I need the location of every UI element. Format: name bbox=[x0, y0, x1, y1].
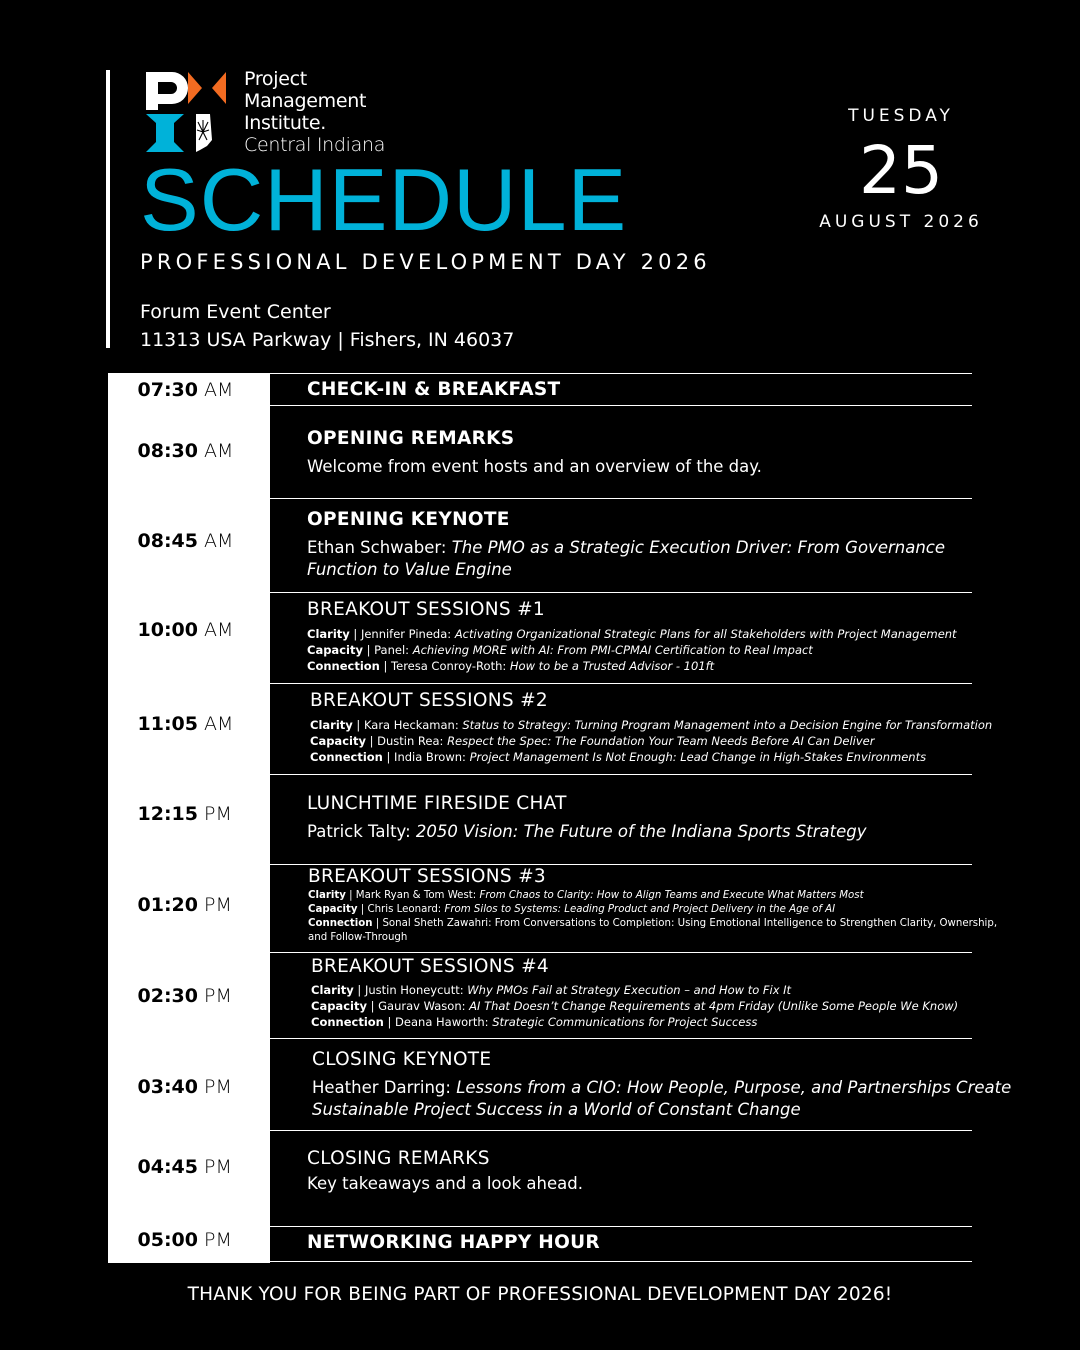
session-description bbox=[312, 1099, 972, 1121]
session-body bbox=[312, 1049, 1012, 1121]
time-value: 02:30 bbox=[137, 985, 198, 1007]
time-ampm: PM bbox=[204, 985, 232, 1007]
speaker-name: Chris Leonard: bbox=[367, 904, 442, 915]
breakout-list bbox=[311, 982, 972, 1030]
session-body bbox=[307, 793, 972, 843]
track-name: Clarity bbox=[307, 627, 350, 641]
talk-title: Strategic Communications for Project Success bbox=[492, 1015, 758, 1029]
talk-title: How to be a Trusted Advisor - 101ft bbox=[509, 659, 715, 673]
speaker-name: Sonal Sheth Zawahri: From Conversations to Completion: Using Emotional Intelligence to Strengthen Clarity, Ownership, bbox=[382, 918, 998, 929]
time-value: 10:00 bbox=[137, 619, 198, 641]
date-month-year: AUGUST 2026 bbox=[819, 212, 983, 232]
schedule-row bbox=[108, 683, 993, 774]
speaker-name: Teresa Conroy-Roth: bbox=[391, 659, 507, 673]
session-title: OPENING REMARKS bbox=[307, 428, 515, 449]
schedule-row bbox=[108, 405, 972, 498]
talk-title-rest: : The Future of the Indiana Sports Strategy bbox=[512, 822, 867, 841]
session-time bbox=[108, 985, 270, 1007]
logo-line: Management bbox=[244, 90, 367, 112]
venue-block bbox=[140, 298, 514, 354]
schedule-table bbox=[108, 373, 1012, 1263]
session-time bbox=[108, 440, 270, 462]
session-description bbox=[307, 559, 972, 581]
session-time bbox=[108, 379, 270, 401]
schedule-row bbox=[108, 592, 972, 683]
session-body bbox=[307, 599, 972, 674]
time-ampm: AM bbox=[204, 379, 234, 401]
time-value: 08:45 bbox=[137, 530, 198, 552]
speaker-name: Deana Haworth: bbox=[395, 1015, 489, 1029]
track-name: Clarity bbox=[308, 890, 346, 901]
date-weekday: TUESDAY bbox=[848, 106, 954, 126]
logo-line: Project bbox=[244, 68, 307, 90]
session-body bbox=[307, 509, 972, 581]
row-divider bbox=[270, 373, 972, 374]
pmi-logo-icon bbox=[144, 70, 228, 154]
time-value: 05:00 bbox=[137, 1229, 198, 1251]
session-time bbox=[108, 713, 270, 735]
time-value: 03:40 bbox=[137, 1076, 198, 1098]
talk-title: From Silos to Systems: Leading Product and Project Delivery in the Age of AI bbox=[444, 904, 836, 915]
breakout-item: Clarity | Justin Honeycutt: Why PMOs Fail at Strategy Execution – and How to Fix It bbox=[311, 983, 792, 997]
venue-address: 11313 USA Parkway | Fishers, IN 46037 bbox=[140, 329, 515, 351]
time-value: 01:20 bbox=[137, 894, 198, 916]
breakout-list bbox=[308, 889, 998, 945]
schedule-row bbox=[108, 774, 972, 864]
talk-title: Project Management Is Not Enough: Lead Change in High-Stakes Environments bbox=[469, 750, 927, 764]
track-name: Capacity bbox=[311, 999, 367, 1013]
talk-title: 2050 Vision bbox=[415, 822, 513, 841]
session-title: BREAKOUT SESSIONS #3 bbox=[308, 866, 546, 887]
session-time bbox=[108, 530, 270, 552]
session-body bbox=[307, 379, 972, 400]
talk-title: From Chaos to Clarity: How to Align Teams and Execute What Matters Most bbox=[479, 890, 864, 901]
footer-message: THANK YOU FOR BEING PART OF PROFESSIONAL DEVELOPMENT DAY 2026! bbox=[187, 1284, 893, 1305]
row-divider bbox=[270, 1261, 972, 1262]
breakout-item: Connection | Deana Haworth: Strategic Communications for Project Success bbox=[311, 1015, 758, 1029]
speaker-name: Ethan Schwaber: bbox=[307, 538, 447, 557]
talk-title: Achieving MORE with AI: From PMI-CPMAI Certification to Real Impact bbox=[412, 643, 813, 657]
session-body bbox=[307, 1232, 972, 1253]
schedule-row bbox=[108, 373, 972, 405]
session-title: CHECK-IN & BREAKFAST bbox=[307, 379, 561, 400]
session-description: Key takeaways and a look ahead. bbox=[307, 1174, 583, 1193]
speaker-name: Patrick Talty: bbox=[307, 822, 411, 841]
breakout-item: Connection | Sonal Sheth Zawahri: From Conversations to Completion: Using Emotional Intelligence to Strengthen Clarity, Ownership, bbox=[308, 918, 998, 929]
breakout-list bbox=[310, 717, 993, 765]
time-value: 12:15 bbox=[137, 803, 198, 825]
event-subtitle: PROFESSIONAL DEVELOPMENT DAY 2026 bbox=[140, 250, 711, 274]
logo-wordmark bbox=[244, 68, 385, 156]
talk-title: The PMO as a Strategic Execution Driver: From Governance bbox=[451, 538, 946, 557]
talk-title: Why PMOs Fail at Strategy Execution – and How to Fix It bbox=[467, 983, 792, 997]
track-name: Connection bbox=[310, 750, 383, 764]
time-value: 04:45 bbox=[137, 1156, 198, 1178]
speaker-name: Heather Darring: bbox=[312, 1078, 451, 1097]
schedule-row bbox=[108, 1226, 972, 1262]
speaker-name: Panel: bbox=[374, 643, 410, 657]
track-name: Connection bbox=[307, 659, 380, 673]
breakout-item: Connection | India Brown: Project Management Is Not Enough: Lead Change in High-Stakes Environments bbox=[310, 750, 927, 764]
time-ampm: PM bbox=[204, 894, 232, 916]
track-name: Clarity bbox=[311, 983, 354, 997]
track-name: Capacity bbox=[307, 643, 363, 657]
time-ampm: PM bbox=[204, 803, 232, 825]
logo-chapter: Central Indiana bbox=[244, 134, 386, 156]
time-ampm: AM bbox=[204, 440, 234, 462]
speaker-name: Kara Heckaman: bbox=[363, 718, 459, 732]
breakout-item: Capacity | Dustin Rea: Respect the Spec: The Foundation Your Team Needs Before AI Can Deliver bbox=[310, 734, 875, 748]
event-date bbox=[816, 106, 986, 232]
session-time bbox=[108, 803, 270, 825]
breakout-item: Capacity | Panel: Achieving MORE with AI: From PMI-CPMAI Certification to Real Impact bbox=[307, 643, 813, 657]
session-body bbox=[311, 956, 972, 1030]
session-body bbox=[307, 428, 972, 478]
speaker-name: Justin Honeycutt: bbox=[364, 983, 464, 997]
session-title: LUNCHTIME FIRESIDE CHAT bbox=[307, 793, 567, 814]
time-value: 08:30 bbox=[137, 440, 198, 462]
session-description bbox=[312, 1077, 1012, 1099]
talk-title: Function to Value Engine bbox=[307, 560, 512, 579]
time-value: 11:05 bbox=[137, 713, 198, 735]
breakout-item: Capacity | Gaurav Wason: AI That Doesn’t Change Requirements at 4pm Friday (Unlike Some People We Know) bbox=[311, 999, 959, 1013]
page-title: SCHEDULE bbox=[140, 150, 628, 249]
breakout-item: Clarity | Kara Heckaman: Status to Strategy: Turning Program Management into a Decision Engine for Transformation bbox=[310, 718, 993, 732]
schedule-row bbox=[108, 1130, 972, 1226]
schedule-row bbox=[108, 1038, 1012, 1130]
talk-title: Status to Strategy: Turning Program Management into a Decision Engine for Transformation bbox=[462, 718, 993, 732]
speaker-name: Jennifer Pineda: bbox=[360, 627, 452, 641]
track-name: Capacity bbox=[308, 904, 358, 915]
speaker-name: Gaurav Wason: bbox=[378, 999, 466, 1013]
session-time bbox=[108, 619, 270, 641]
talk-title: Respect the Spec: The Foundation Your Team Needs Before AI Can Deliver bbox=[447, 734, 875, 748]
schedule-row bbox=[108, 864, 998, 952]
session-time bbox=[108, 1076, 270, 1098]
session-title: NETWORKING HAPPY HOUR bbox=[307, 1232, 600, 1253]
accent-vertical-rule bbox=[106, 70, 110, 348]
talk-title: Sustainable Project Success in a World of Constant Change bbox=[312, 1100, 801, 1119]
breakout-item: Clarity | Mark Ryan & Tom West: From Chaos to Clarity: How to Align Teams and Execute What Matters Most bbox=[308, 890, 864, 901]
track-name: Connection bbox=[311, 1015, 384, 1029]
session-time bbox=[108, 1156, 270, 1178]
session-title: BREAKOUT SESSIONS #1 bbox=[307, 599, 545, 620]
session-body bbox=[308, 866, 998, 945]
session-body bbox=[310, 690, 993, 765]
talk-title: AI That Doesn’t Change Requirements at 4pm Friday (Unlike Some People We Know) bbox=[469, 999, 959, 1013]
breakout-item: Clarity | Jennifer Pineda: Activating Organizational Strategic Plans for all Stakeholders with Project Management bbox=[307, 627, 957, 641]
venue-name: Forum Event Center bbox=[140, 301, 331, 323]
logo-line: Institute. bbox=[244, 112, 326, 134]
speaker-name: India Brown: bbox=[394, 750, 466, 764]
session-title: CLOSING REMARKS bbox=[307, 1148, 490, 1169]
time-ampm: AM bbox=[204, 619, 234, 641]
session-description: Welcome from event hosts and an overview of the day. bbox=[307, 457, 762, 476]
track-name: Connection bbox=[308, 918, 373, 929]
date-day: 25 bbox=[859, 132, 943, 209]
time-ampm: PM bbox=[204, 1229, 232, 1251]
breakout-list bbox=[307, 626, 972, 674]
breakout-item: Connection | Teresa Conroy-Roth: How to be a Trusted Advisor - 101ft bbox=[307, 659, 715, 673]
session-title: CLOSING KEYNOTE bbox=[312, 1049, 492, 1070]
session-time bbox=[108, 1229, 270, 1251]
speaker-name: Mark Ryan & Tom West: bbox=[355, 890, 477, 901]
schedule-row bbox=[108, 952, 972, 1038]
session-body bbox=[307, 1148, 972, 1195]
talk-title: Activating Organizational Strategic Plans for all Stakeholders with Project Management bbox=[454, 627, 957, 641]
time-ampm: PM bbox=[204, 1076, 232, 1098]
time-value: 07:30 bbox=[137, 379, 198, 401]
session-title: BREAKOUT SESSIONS #4 bbox=[311, 956, 549, 977]
track-name: Capacity bbox=[310, 734, 366, 748]
schedule-row bbox=[108, 498, 972, 592]
time-ampm: AM bbox=[204, 713, 234, 735]
time-ampm: AM bbox=[204, 530, 234, 552]
session-time bbox=[108, 894, 270, 916]
breakout-item: Capacity | Chris Leonard: From Silos to Systems: Leading Product and Project Delivery in the Age of AI bbox=[308, 904, 836, 915]
session-description bbox=[307, 821, 972, 843]
track-name: Clarity bbox=[310, 718, 353, 732]
time-ampm: PM bbox=[204, 1156, 232, 1178]
session-title: OPENING KEYNOTE bbox=[307, 509, 510, 530]
breakout-item-wrap: and Follow-Through bbox=[308, 932, 408, 943]
speaker-name: Dustin Rea: bbox=[377, 734, 444, 748]
session-title: BREAKOUT SESSIONS #2 bbox=[310, 690, 548, 711]
session-description bbox=[307, 537, 972, 559]
talk-title: Lessons from a CIO: How People, Purpose, and Partnerships Create bbox=[456, 1078, 1012, 1097]
